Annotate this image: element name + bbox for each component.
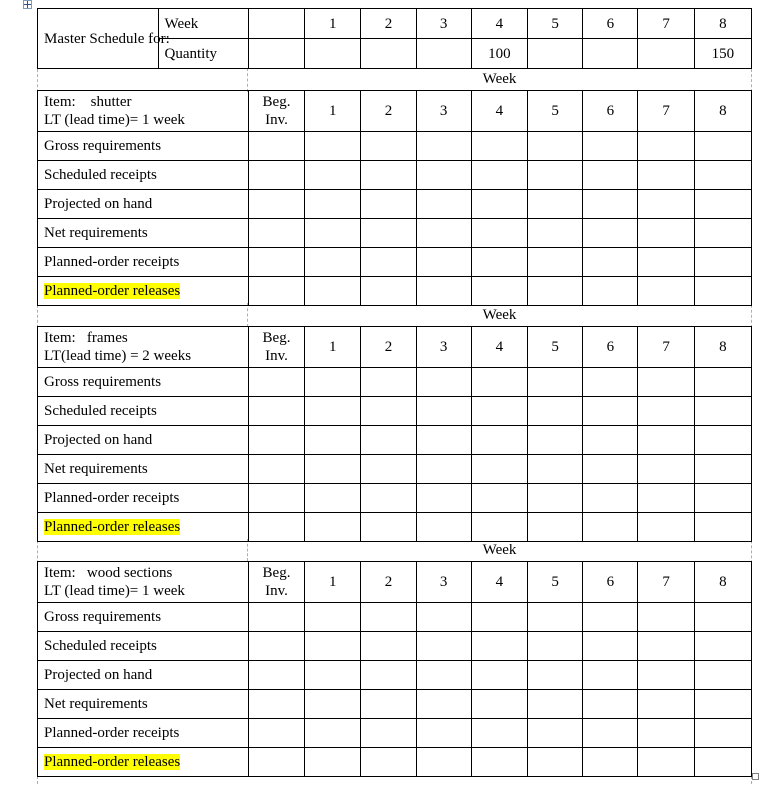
cell-net-requirementsweek-5[interactable] xyxy=(528,455,583,484)
cell-planned-order-receiptsweek-1[interactable] xyxy=(305,248,361,277)
cell-scheduled-receiptsweek-5[interactable] xyxy=(528,397,583,426)
inv-label: Inv. xyxy=(265,583,288,599)
cell-projected-on-handweek-3[interactable] xyxy=(416,661,471,690)
cell-projected-on-handweek-2[interactable] xyxy=(361,190,416,219)
cell-projected-on-handweek-1[interactable] xyxy=(305,661,361,690)
beg-inv-cell[interactable] xyxy=(248,632,304,661)
cell-planned-order-receiptsweek-4[interactable] xyxy=(471,719,527,748)
master-week-8: 8 xyxy=(694,9,751,39)
week-number-4: 4 xyxy=(471,562,527,603)
cell-scheduled-receiptsweek-5[interactable] xyxy=(528,161,583,190)
cell-planned-order-receiptsweek-7[interactable] xyxy=(638,484,694,513)
cell-planned-order-receiptsweek-1[interactable] xyxy=(305,719,361,748)
cell-planned-order-releasesweek-5[interactable] xyxy=(528,513,583,542)
cell-scheduled-receiptsweek-6[interactable] xyxy=(583,161,638,190)
beg-label: Beg. xyxy=(262,94,291,110)
cell-gross-requirementsweek-2[interactable] xyxy=(361,603,416,632)
row-label-text: Projected on hand xyxy=(44,667,153,683)
cell-planned-order-receiptsweek-7[interactable] xyxy=(638,719,694,748)
week-number-2: 2 xyxy=(361,327,416,368)
cell-net-requirementsweek-3[interactable] xyxy=(416,455,471,484)
item-header-shutter xyxy=(38,91,249,132)
cell-planned-order-releasesweek-3[interactable] xyxy=(416,277,471,306)
cell-scheduled-receiptsweek-5[interactable] xyxy=(528,632,583,661)
cell-net-requirementsweek-2[interactable] xyxy=(361,455,416,484)
row-label-net-requirements xyxy=(38,690,249,719)
cell-planned-order-releasesweek-4[interactable] xyxy=(471,277,527,306)
week-number-7: 7 xyxy=(638,562,694,603)
beg-inv-cell[interactable] xyxy=(248,161,304,190)
week-number-2: 2 xyxy=(361,91,416,132)
cell-planned-order-receiptsweek-3[interactable] xyxy=(416,248,471,277)
cell-gross-requirementsweek-7[interactable] xyxy=(638,368,694,397)
beg-inv-cell[interactable] xyxy=(248,719,304,748)
cell-scheduled-receiptsweek-3[interactable] xyxy=(416,397,471,426)
row-label-planned-order-receipts xyxy=(38,484,249,513)
beg-inv-cell[interactable] xyxy=(248,603,304,632)
row-label-projected-on-hand xyxy=(38,661,249,690)
cell-projected-on-handweek-7[interactable] xyxy=(638,426,694,455)
item-name-line: Item: frames xyxy=(44,330,128,346)
row-label-text: Planned-order receipts xyxy=(44,725,180,741)
master-week-4: 4 xyxy=(471,9,527,39)
row-label-gross-requirements xyxy=(38,603,249,632)
cell-net-requirementsweek-4[interactable] xyxy=(471,219,527,248)
week-number-4: 4 xyxy=(471,91,527,132)
beg-inv-cell[interactable] xyxy=(248,132,304,161)
cell-net-requirementsweek-5[interactable] xyxy=(528,219,583,248)
cell-gross-requirementsweek-2[interactable] xyxy=(361,132,416,161)
row-label-planned-order-releases xyxy=(38,513,249,542)
cell-planned-order-releasesweek-1[interactable] xyxy=(305,513,361,542)
cell-projected-on-handweek-2[interactable] xyxy=(361,426,416,455)
beg-inv-cell[interactable] xyxy=(248,248,304,277)
cell-planned-order-receiptsweek-1[interactable] xyxy=(305,484,361,513)
row-label-text: Projected on hand xyxy=(44,196,153,212)
item-lt-line: LT(lead time) = 2 weeks xyxy=(44,348,192,364)
master-qty-7[interactable] xyxy=(638,39,694,69)
week-number-6: 6 xyxy=(583,91,638,132)
cell-planned-order-releasesweek-5[interactable] xyxy=(528,748,583,777)
week-number-5: 5 xyxy=(528,327,583,368)
row-label-text: Projected on hand xyxy=(44,432,153,448)
item-name-line: Item: shutter xyxy=(44,94,132,110)
master-qty-2[interactable] xyxy=(361,39,416,69)
cell-planned-order-receiptsweek-7[interactable] xyxy=(638,248,694,277)
beg-inv-cell[interactable] xyxy=(248,455,304,484)
beg-inv-header xyxy=(248,91,304,132)
row-label-planned-order-receipts xyxy=(38,248,249,277)
beg-inv-cell[interactable] xyxy=(248,661,304,690)
beg-inv-cell[interactable] xyxy=(248,368,304,397)
cell-planned-order-releasesweek-4[interactable] xyxy=(471,513,527,542)
master-qty-3[interactable] xyxy=(416,39,471,69)
row-label-text: Planned-order releases xyxy=(44,754,181,770)
cell-projected-on-handweek-6[interactable] xyxy=(583,190,638,219)
cell-projected-on-handweek-3[interactable] xyxy=(416,426,471,455)
item-lt-line: LT (lead time)= 1 week xyxy=(44,112,185,128)
beg-inv-cell[interactable] xyxy=(248,277,304,306)
master-schedule-table xyxy=(37,8,752,69)
cell-planned-order-receiptsweek-6[interactable] xyxy=(583,484,638,513)
cell-planned-order-releasesweek-3[interactable] xyxy=(416,513,471,542)
cell-net-requirementsweek-1[interactable] xyxy=(305,455,361,484)
inv-label: Inv. xyxy=(265,348,288,364)
master-label-text: Master Schedule for: xyxy=(44,30,170,47)
row-label-planned-order-releases xyxy=(38,277,249,306)
week-number-4: 4 xyxy=(471,327,527,368)
row-label-text: Net requirements xyxy=(44,696,148,712)
mrp-table-wood-sections xyxy=(37,561,752,777)
cell-planned-order-releasesweek-7[interactable] xyxy=(638,277,694,306)
cell-planned-order-releasesweek-6[interactable] xyxy=(583,513,638,542)
cell-net-requirementsweek-5[interactable] xyxy=(528,690,583,719)
cell-projected-on-handweek-6[interactable] xyxy=(583,426,638,455)
week-band-frames: Week xyxy=(482,307,517,323)
row-label-text: Planned-order releases xyxy=(44,519,181,535)
cell-planned-order-releasesweek-6[interactable] xyxy=(583,277,638,306)
cell-planned-order-releasesweek-2[interactable] xyxy=(361,748,416,777)
beg-inv-cell[interactable] xyxy=(248,513,304,542)
cell-gross-requirementsweek-8[interactable] xyxy=(694,603,751,632)
cell-gross-requirementsweek-1[interactable] xyxy=(305,368,361,397)
cell-net-requirementsweek-6[interactable] xyxy=(583,455,638,484)
cell-gross-requirementsweek-2[interactable] xyxy=(361,368,416,397)
row-label-text: Gross requirements xyxy=(44,609,162,625)
cell-planned-order-releasesweek-7[interactable] xyxy=(638,748,694,777)
cell-scheduled-receiptsweek-1[interactable] xyxy=(305,161,361,190)
cell-planned-order-releasesweek-7[interactable] xyxy=(638,513,694,542)
cell-scheduled-receiptsweek-8[interactable] xyxy=(694,397,751,426)
cell-planned-order-releasesweek-1[interactable] xyxy=(305,748,361,777)
row-label-gross-requirements xyxy=(38,132,249,161)
cell-net-requirementsweek-2[interactable] xyxy=(361,690,416,719)
item-lt-line: LT (lead time)= 1 week xyxy=(44,583,185,599)
row-label-gross-requirements xyxy=(38,368,249,397)
cell-planned-order-receiptsweek-8[interactable] xyxy=(694,484,751,513)
cell-gross-requirementsweek-4[interactable] xyxy=(471,132,527,161)
week-number-3: 3 xyxy=(416,562,471,603)
cell-projected-on-handweek-8[interactable] xyxy=(694,426,751,455)
week-number-8: 8 xyxy=(694,91,751,132)
week-number-1: 1 xyxy=(305,91,361,132)
cell-gross-requirementsweek-6[interactable] xyxy=(583,132,638,161)
cell-planned-order-receiptsweek-5[interactable] xyxy=(528,719,583,748)
cell-projected-on-handweek-8[interactable] xyxy=(694,661,751,690)
master-qty-5[interactable] xyxy=(528,39,583,69)
inv-label: Inv. xyxy=(265,112,288,128)
master-qty-1[interactable] xyxy=(305,39,361,69)
master-week-2: 2 xyxy=(361,9,416,39)
cell-projected-on-handweek-4[interactable] xyxy=(471,426,527,455)
cell-net-requirementsweek-6[interactable] xyxy=(583,690,638,719)
beg-inv-cell[interactable] xyxy=(248,690,304,719)
cell-scheduled-receiptsweek-6[interactable] xyxy=(583,632,638,661)
cell-net-requirementsweek-7[interactable] xyxy=(638,219,694,248)
cell-scheduled-receiptsweek-1[interactable] xyxy=(305,397,361,426)
cell-gross-requirementsweek-1[interactable] xyxy=(305,603,361,632)
cell-scheduled-receiptsweek-3[interactable] xyxy=(416,161,471,190)
row-label-net-requirements xyxy=(38,455,249,484)
cell-scheduled-receiptsweek-8[interactable] xyxy=(694,632,751,661)
cell-gross-requirementsweek-3[interactable] xyxy=(416,603,471,632)
cell-planned-order-receiptsweek-3[interactable] xyxy=(416,484,471,513)
cell-projected-on-handweek-3[interactable] xyxy=(416,190,471,219)
cell-planned-order-releasesweek-2[interactable] xyxy=(361,513,416,542)
cell-gross-requirementsweek-3[interactable] xyxy=(416,132,471,161)
beg-inv-cell[interactable] xyxy=(248,219,304,248)
cell-net-requirementsweek-3[interactable] xyxy=(416,219,471,248)
cell-scheduled-receiptsweek-1[interactable] xyxy=(305,632,361,661)
mrp-table-shutter xyxy=(37,90,752,306)
cell-gross-requirementsweek-5[interactable] xyxy=(528,603,583,632)
cell-planned-order-releasesweek-2[interactable] xyxy=(361,277,416,306)
beg-inv-cell[interactable] xyxy=(248,426,304,455)
cell-planned-order-receiptsweek-3[interactable] xyxy=(416,719,471,748)
master-quantity-label: Quantity xyxy=(158,39,248,69)
cell-gross-requirementsweek-6[interactable] xyxy=(583,603,638,632)
cell-planned-order-releasesweek-8[interactable] xyxy=(694,277,751,306)
cell-projected-on-handweek-2[interactable] xyxy=(361,661,416,690)
cell-scheduled-receiptsweek-7[interactable] xyxy=(638,397,694,426)
cell-scheduled-receiptsweek-6[interactable] xyxy=(583,397,638,426)
cell-net-requirementsweek-6[interactable] xyxy=(583,219,638,248)
row-label-text: Planned-order receipts xyxy=(44,254,180,270)
cell-projected-on-handweek-7[interactable] xyxy=(638,661,694,690)
cell-projected-on-handweek-1[interactable] xyxy=(305,426,361,455)
week-number-7: 7 xyxy=(638,91,694,132)
cell-planned-order-receiptsweek-8[interactable] xyxy=(694,248,751,277)
cell-gross-requirementsweek-3[interactable] xyxy=(416,368,471,397)
cell-net-requirementsweek-8[interactable] xyxy=(694,690,751,719)
cell-planned-order-receiptsweek-8[interactable] xyxy=(694,719,751,748)
cell-planned-order-receiptsweek-6[interactable] xyxy=(583,719,638,748)
row-label-text: Gross requirements xyxy=(44,138,162,154)
master-qty-4[interactable]: 100 xyxy=(471,39,527,69)
week-number-3: 3 xyxy=(416,91,471,132)
cell-gross-requirementsweek-4[interactable] xyxy=(471,603,527,632)
week-band-wood-sections: Week xyxy=(482,542,517,558)
week-number-2: 2 xyxy=(361,562,416,603)
week-number-6: 6 xyxy=(583,562,638,603)
item-header-wood-sections xyxy=(38,562,249,603)
cell-gross-requirementsweek-7[interactable] xyxy=(638,132,694,161)
row-label-projected-on-hand xyxy=(38,426,249,455)
cell-net-requirementsweek-3[interactable] xyxy=(416,690,471,719)
cell-net-requirementsweek-4[interactable] xyxy=(471,690,527,719)
cell-planned-order-receiptsweek-6[interactable] xyxy=(583,248,638,277)
week-number-8: 8 xyxy=(694,327,751,368)
cell-gross-requirementsweek-5[interactable] xyxy=(528,368,583,397)
row-label-scheduled-receipts xyxy=(38,632,249,661)
cell-gross-requirementsweek-6[interactable] xyxy=(583,368,638,397)
cell-projected-on-handweek-4[interactable] xyxy=(471,661,527,690)
cell-scheduled-receiptsweek-2[interactable] xyxy=(361,161,416,190)
row-label-text: Net requirements xyxy=(44,225,148,241)
cell-gross-requirementsweek-1[interactable] xyxy=(305,132,361,161)
cell-planned-order-releasesweek-1[interactable] xyxy=(305,277,361,306)
row-label-projected-on-hand xyxy=(38,190,249,219)
master-qty-6[interactable] xyxy=(583,39,638,69)
beg-inv-header xyxy=(248,327,304,368)
week-number-5: 5 xyxy=(528,562,583,603)
row-label-text: Planned-order receipts xyxy=(44,490,180,506)
cell-scheduled-receiptsweek-7[interactable] xyxy=(638,632,694,661)
cell-projected-on-handweek-5[interactable] xyxy=(528,190,583,219)
master-schedule-label xyxy=(38,9,170,69)
item-name-line: Item: wood sections xyxy=(44,565,173,581)
beg-inv-header xyxy=(248,562,304,603)
master-week-label: Week xyxy=(158,9,248,39)
row-label-text: Scheduled receipts xyxy=(44,638,157,654)
cell-net-requirementsweek-4[interactable] xyxy=(471,455,527,484)
cell-scheduled-receiptsweek-7[interactable] xyxy=(638,161,694,190)
row-label-planned-order-receipts xyxy=(38,719,249,748)
master-week-7: 7 xyxy=(638,9,694,39)
table-move-handle-icon[interactable] xyxy=(23,0,32,9)
week-number-8: 8 xyxy=(694,562,751,603)
cell-projected-on-handweek-5[interactable] xyxy=(528,426,583,455)
week-number-6: 6 xyxy=(583,327,638,368)
master-qty-blank xyxy=(248,39,304,69)
beg-label: Beg. xyxy=(262,330,291,346)
cell-projected-on-handweek-1[interactable] xyxy=(305,190,361,219)
cell-planned-order-receiptsweek-4[interactable] xyxy=(471,248,527,277)
beg-inv-cell[interactable] xyxy=(248,484,304,513)
cell-projected-on-handweek-7[interactable] xyxy=(638,190,694,219)
row-label-text: Planned-order releases xyxy=(44,283,181,299)
cell-net-requirementsweek-1[interactable] xyxy=(305,690,361,719)
row-label-text: Net requirements xyxy=(44,461,148,477)
cell-scheduled-receiptsweek-4[interactable] xyxy=(471,397,527,426)
cell-gross-requirementsweek-5[interactable] xyxy=(528,132,583,161)
beg-inv-cell[interactable] xyxy=(248,397,304,426)
row-label-text: Scheduled receipts xyxy=(44,403,157,419)
row-label-text: Scheduled receipts xyxy=(44,167,157,183)
master-week-1: 1 xyxy=(305,9,361,39)
cell-planned-order-releasesweek-8[interactable] xyxy=(694,748,751,777)
row-label-scheduled-receipts xyxy=(38,161,249,190)
row-label-text: Gross requirements xyxy=(44,374,162,390)
cell-planned-order-receiptsweek-2[interactable] xyxy=(361,248,416,277)
cell-projected-on-handweek-6[interactable] xyxy=(583,661,638,690)
cell-planned-order-receiptsweek-4[interactable] xyxy=(471,484,527,513)
beg-inv-cell[interactable] xyxy=(248,748,304,777)
cell-planned-order-releasesweek-8[interactable] xyxy=(694,513,751,542)
cell-planned-order-releasesweek-4[interactable] xyxy=(471,748,527,777)
cell-net-requirementsweek-7[interactable] xyxy=(638,455,694,484)
cell-scheduled-receiptsweek-3[interactable] xyxy=(416,632,471,661)
cell-planned-order-releasesweek-3[interactable] xyxy=(416,748,471,777)
cell-projected-on-handweek-5[interactable] xyxy=(528,661,583,690)
master-week-6: 6 xyxy=(583,9,638,39)
cell-projected-on-handweek-8[interactable] xyxy=(694,190,751,219)
cell-planned-order-receiptsweek-5[interactable] xyxy=(528,248,583,277)
week-number-3: 3 xyxy=(416,327,471,368)
cell-net-requirementsweek-2[interactable] xyxy=(361,219,416,248)
mrp-table-frames xyxy=(37,326,752,542)
week-band-shutter: Week xyxy=(482,71,517,87)
row-label-scheduled-receipts xyxy=(38,397,249,426)
cell-planned-order-releasesweek-6[interactable] xyxy=(583,748,638,777)
cell-net-requirementsweek-7[interactable] xyxy=(638,690,694,719)
cell-scheduled-receiptsweek-8[interactable] xyxy=(694,161,751,190)
cell-gross-requirementsweek-8[interactable] xyxy=(694,368,751,397)
cell-scheduled-receiptsweek-2[interactable] xyxy=(361,397,416,426)
week-number-1: 1 xyxy=(305,562,361,603)
cell-scheduled-receiptsweek-2[interactable] xyxy=(361,632,416,661)
master-qty-8[interactable]: 150 xyxy=(694,39,751,69)
row-label-planned-order-releases xyxy=(38,748,249,777)
cell-net-requirementsweek-8[interactable] xyxy=(694,219,751,248)
table-resize-handle[interactable] xyxy=(752,773,759,780)
cell-planned-order-receiptsweek-2[interactable] xyxy=(361,719,416,748)
cell-net-requirementsweek-8[interactable] xyxy=(694,455,751,484)
cell-net-requirementsweek-1[interactable] xyxy=(305,219,361,248)
week-number-7: 7 xyxy=(638,327,694,368)
beg-inv-cell[interactable] xyxy=(248,190,304,219)
cell-planned-order-receiptsweek-2[interactable] xyxy=(361,484,416,513)
cell-scheduled-receiptsweek-4[interactable] xyxy=(471,161,527,190)
cell-planned-order-releasesweek-5[interactable] xyxy=(528,277,583,306)
cell-gross-requirementsweek-4[interactable] xyxy=(471,368,527,397)
cell-gross-requirementsweek-8[interactable] xyxy=(694,132,751,161)
week-number-1: 1 xyxy=(305,327,361,368)
master-blank xyxy=(248,9,304,39)
cell-planned-order-receiptsweek-5[interactable] xyxy=(528,484,583,513)
beg-label: Beg. xyxy=(262,565,291,581)
item-header-frames xyxy=(38,327,249,368)
master-week-5: 5 xyxy=(528,9,583,39)
row-label-net-requirements xyxy=(38,219,249,248)
cell-projected-on-handweek-4[interactable] xyxy=(471,190,527,219)
cell-gross-requirementsweek-7[interactable] xyxy=(638,603,694,632)
master-week-3: 3 xyxy=(416,9,471,39)
week-number-5: 5 xyxy=(528,91,583,132)
cell-scheduled-receiptsweek-4[interactable] xyxy=(471,632,527,661)
